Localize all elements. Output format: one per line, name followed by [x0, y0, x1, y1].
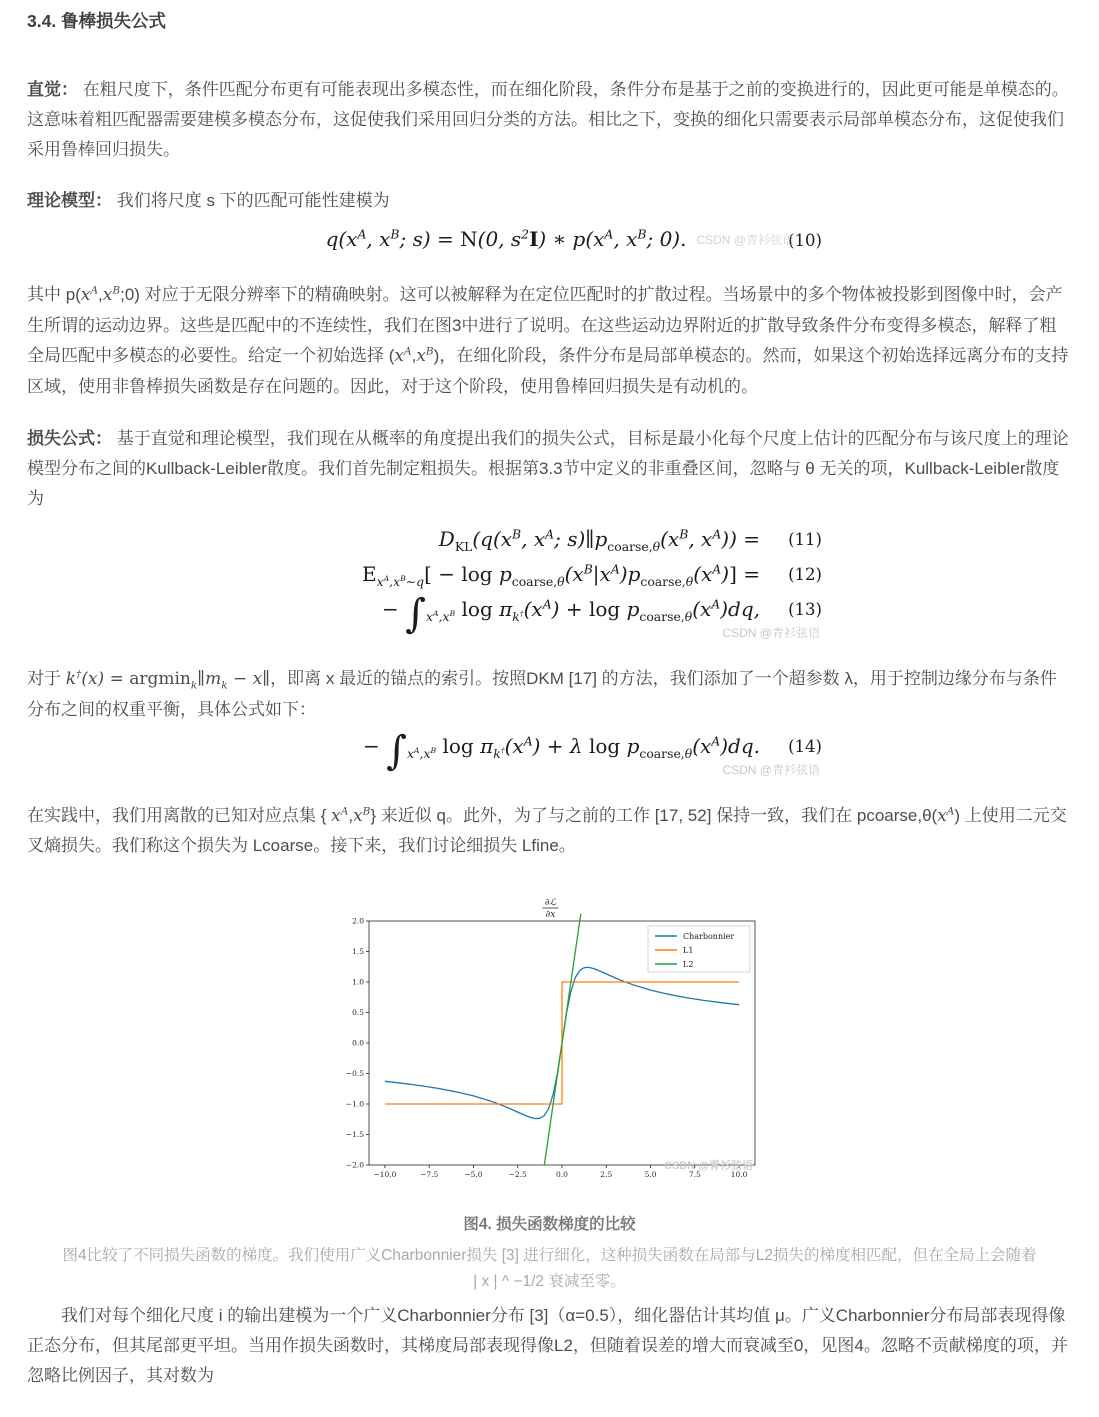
svg-text:−10.0: −10.0: [372, 1170, 396, 1180]
equation-number-13: (13): [788, 599, 822, 619]
figure-4: [27, 895, 1072, 1295]
svg-text:0.0: 0.0: [555, 1170, 568, 1180]
svg-text:∂ℒ: ∂ℒ: [544, 898, 556, 909]
paragraph-diffusion: 其中 $p(x^A,x^B;0)$ 对应于无限分辨率下的精确映射。这可以被解释为在定位匹配时的扩散过程。当场景中的多个物体被投影到图像中时，会产生所谓的运动边界。这些是匹配中的不连续性，我们在图3中进行了说明。在这些运动边界附近的扩散导致条件分布变得多模态，解释了粗全局匹配中多模态的必要性。给定一个初始选择 $(x^A,x^B)$，在细化阶段，条件分布是局部单模态的。然而，如果这个初始选择远离分布的支持区域，使用非鲁棒损失函数是存在问题的。因此，对于这个阶段，使用鲁棒回归损失是有动机的。: [27, 284, 1069, 397]
paragraph-practice: 在实践中，我们用离散的已知对应点集 { $x^A,x^B$} 来近似 q。此外，为了与之前的工作 [17, 52] 保持一致，我们在 $pcoarse,\theta(x^A)$ 上使用二元交叉熵损失。我们称这个损失为 Lcoarse。接下来，我们讨论细损失 Lfine。: [27, 804, 1067, 856]
equation-number-14: (14): [788, 736, 822, 756]
watermark: CSDN @青衫弦语: [663, 1160, 753, 1173]
paragraph-loss-formulation: 损失公式： 基于直觉和理论模型，我们现在从概率的角度提出我们的损失公式，目标是最小化每个尺度上估计的匹配分布与该尺度上的理论模型分布之间的Kullback-Leibler散度。我们首先制定粗损失。根据第3.3节中定义的非重叠区间，忽略与 θ 无关的项，Kullback-Leibler散度为: [27, 429, 1069, 508]
formula-13: − $\int_{x^A,x^B}$ $\log \pi_{k^\dagger}(x^A) + \log p_{coarse,\theta}(x^A)dq$,: [382, 590, 760, 637]
figure-caption-line1: 图4比较了不同损失函数的梯度。我们使用广义Charbonnier损失 [3] 进行细化，这种损失函数在局部与L2损失的梯度相匹配，但在全局上会随着: [62, 1246, 1037, 1264]
paragraph-intuition: 直觉： 在粗尺度下，条件匹配分布更有可能表现出多模态性，而在细化阶段，条件分布是基于之前的变换进行的，因此更可能是单模态的。这意味着粗匹配器需要建模多模态分布，这促使我们采用回归分类的方法。相比之下，变换的细化只需要表示局部单模态分布，这促使我们采用鲁棒回归损失。: [27, 79, 1069, 159]
svg-text:−5.0: −5.0: [463, 1170, 483, 1180]
svg-text:−1.0: −1.0: [345, 1099, 364, 1109]
equation-11: [277, 524, 822, 556]
equation-number-11: (11): [788, 529, 822, 549]
watermark: CSDN @青衫弦语: [722, 762, 820, 777]
equation-block-14: [277, 727, 822, 777]
paragraph-theory-model: 理论模型： 我们将尺度 s 下的匹配可能性建模为: [27, 191, 390, 211]
watermark: CSDN @青衫弦语: [696, 233, 794, 248]
formula-12: $E_{x^A,x^B\sim q}[ - \log p_{coarse,\theta}(x^B|x^A)p_{coarse,\theta}(x^A)]$ =: [362, 561, 760, 589]
svg-text:10.0: 10.0: [730, 1170, 747, 1180]
section-heading: 3.4. 鲁棒损失公式: [27, 11, 167, 31]
formula-11: $D_{KL}(q(x^B$, $x^A$; $s)\parallel p_{coarse,\theta}(x^B$, $x^A$)) =: [438, 526, 760, 554]
equation-12: [277, 559, 822, 591]
watermark: CSDN @青衫弦语: [722, 625, 820, 640]
svg-text:0.0: 0.0: [351, 1038, 364, 1048]
svg-text:−2.5: −2.5: [508, 1170, 527, 1180]
svg-text:0.5: 0.5: [351, 1008, 364, 1018]
chart-title: [542, 898, 558, 920]
equation-10: [277, 224, 822, 256]
equation-number-12: (12): [788, 564, 822, 584]
svg-text:L1: L1: [682, 946, 693, 956]
svg-text:L2: L2: [682, 960, 693, 970]
article: [27, 10, 1072, 1391]
svg-text:−1.5: −1.5: [345, 1130, 364, 1140]
svg-text:2.5: 2.5: [599, 1170, 612, 1180]
paragraph-anchor-index: 对于 $k^\dagger(x) = argmin_k\parallel m_k$ − x∥，即离 x 最近的锚点的索引。按照DKM [17] 的方法，我们添加了一个超参数 λ，用于控制边缘分布与条件分布之间的权重平衡，具体公式如下：: [27, 668, 1057, 719]
figure-caption-text: [27, 1243, 1072, 1296]
loss-gradient-chart: [335, 895, 765, 1189]
figure-caption-title: 图4. 损失函数梯度的比较: [463, 1216, 636, 1234]
svg-text:2.0: 2.0: [351, 916, 364, 926]
svg-text:−7.5: −7.5: [419, 1170, 438, 1180]
figure-caption: [27, 1211, 1072, 1295]
svg-text:1.0: 1.0: [351, 977, 364, 987]
equation-block-10: [277, 224, 822, 256]
svg-text:Charbonnier: Charbonnier: [682, 932, 734, 942]
svg-text:1.5: 1.5: [351, 947, 364, 957]
legend: [648, 926, 750, 972]
equation-number-10: (10): [788, 230, 822, 250]
svg-text:−0.5: −0.5: [345, 1069, 364, 1079]
formula-10: $q(x^A$, $x^B$; s) = N(0, $s^2I$) ∗ $p(x^A$, $x^B$; 0).: [325, 226, 687, 252]
series-L2: [544, 914, 581, 1165]
equation-block-11-13: [277, 524, 822, 640]
figure-caption-line2: | x | ^ −1/2 衰减至零。: [473, 1272, 626, 1290]
svg-text:5.0: 5.0: [644, 1170, 657, 1180]
svg-text:7.5: 7.5: [688, 1170, 701, 1180]
paragraph-charbonnier-distribution: 我们对每个细化尺度 i 的输出建模为一个广义Charbonnier分布 [3]（α=0.5），细化器估计其均值 μ。广义Charbonnier分布局部表现得像正态分布，但其尾部更平坦。当用作损失函数时，其梯度局部表现得像L2，但随着误差的增大而衰减至0，见图4。忽略不贡献梯度的项，并忽略比例因子，其对数为: [27, 1306, 1068, 1386]
formula-14: − $\int_{x^A,x^B}$ $\log \pi_{k^\dagger}(x^A) + \lambda$ $\log p_{coarse,\theta}(x^A)dq$.: [363, 727, 760, 774]
svg-text:∂x: ∂x: [545, 910, 555, 921]
svg-text:−2.0: −2.0: [345, 1160, 364, 1170]
